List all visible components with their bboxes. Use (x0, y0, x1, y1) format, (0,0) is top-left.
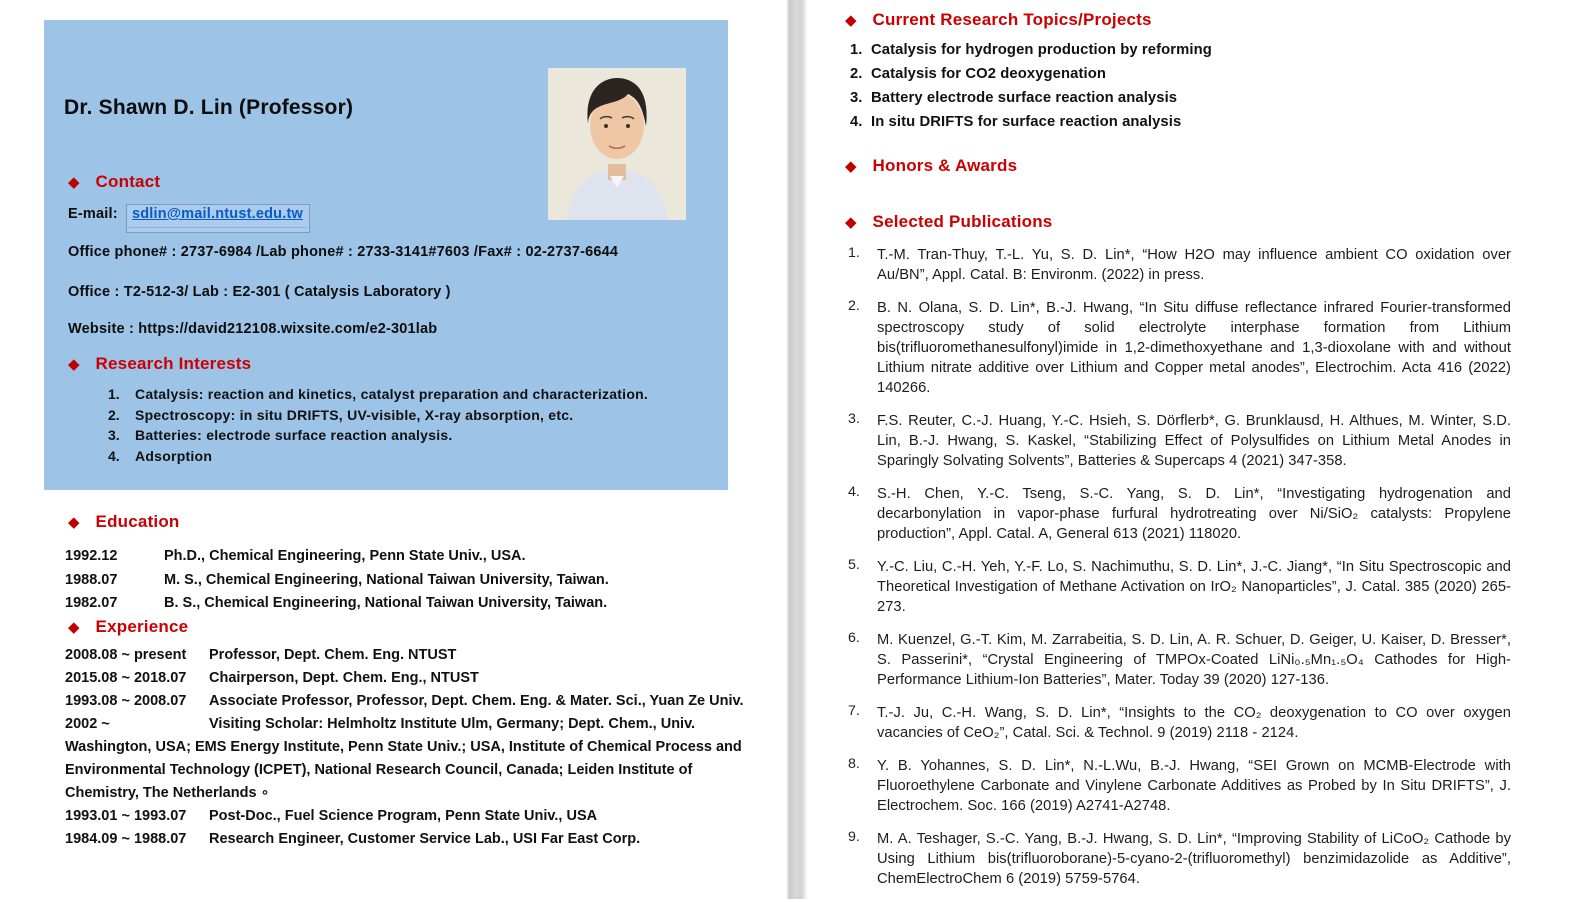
experience-desc: Visiting Scholar: Helmholtz Institute Ulm, Germany; Dept. Chem., Univ. Washington, USA; EMS Energy Institute, Penn State Univ.; USA, Institute of Chemical Process and Environmental Technology (ICPET), National Research Council, Canada; Leiden Institute of Chemistry, The Netherlands ∘ (65, 716, 742, 801)
list-item (108, 427, 648, 443)
table-row (65, 690, 745, 713)
item-text: Catalysis for hydrogen production by reforming (871, 42, 1212, 58)
experience-desc: Chairperson, Dept. Chem. Eng., NTUST (209, 670, 479, 686)
experience-desc: Associate Professor, Professor, Dept. Chem. Eng. & Mater. Sci., Yuan Ze Univ. (209, 693, 744, 709)
publication-citation: F.S. Reuter, C.-J. Huang, Y.-C. Hsieh, S. Dörflerb*, G. Brunklausd, H. Althues, M. Winter, S.D. Lin, B.-J. Hwang, S. Kaskel, “Stabilizing Effect of Polysulfides on Lithium Metal Anodes in Sparingly Solvating Solvents”, Batteries & Supercaps 4 (2021) 347-358. (877, 413, 1511, 469)
publication-citation: T.-J. Ju, C.-H. Wang, S. D. Lin*, “Insights to the CO₂ deoxygenation to CO over oxygen vacancies of CeO₂”, Catal. Sci. & Technol. 9 (2019) 2118 - 2124. (877, 705, 1511, 741)
section-header-research-interests (68, 354, 251, 374)
diamond-icon: ◆ (68, 513, 80, 531)
diamond-icon: ◆ (845, 213, 857, 231)
item-number: 5. (848, 557, 860, 573)
education-desc: Ph.D., Chemical Engineering, Penn State Univ., USA. (164, 548, 526, 564)
item-text: Batteries: electrode surface reaction analysis. (135, 427, 453, 443)
list-item (108, 448, 648, 464)
table-row (65, 828, 745, 851)
list-item (108, 407, 648, 423)
item-number: 8. (848, 756, 860, 772)
item-text: In situ DRIFTS for surface reaction analysis (871, 114, 1182, 130)
item-number: 1. (108, 386, 120, 402)
item-text: Catalysis for CO2 deoxygenation (871, 66, 1106, 82)
research-interests-header-label: Research Interests (95, 354, 252, 373)
publications-header-label: Selected Publications (872, 212, 1053, 231)
honors-header-label: Honors & Awards (872, 156, 1018, 175)
education-desc: B. S., Chemical Engineering, National Taiwan University, Taiwan. (164, 595, 608, 611)
phone-line: Office phone# : 2737-6984 /Lab phone# : 2733-3141#7603 /Fax# : 02-2737-6644 (68, 244, 619, 260)
item-number: 7. (848, 703, 860, 719)
section-header-current-research (845, 10, 1511, 30)
diamond-icon: ◆ (68, 355, 80, 373)
item-number: 4. (848, 484, 860, 500)
item-number: 9. (848, 829, 860, 845)
publication-citation: M. A. Teshager, S.-C. Yang, B.-J. Hwang, S. D. Lin*, “Improving Stability of LiCoO₂ Cathode by Using Lithium bis(trifluoroborane)-5-cyano-2-(trifluoromethyl) benzimidazolide as Additive”, ChemElectroChem 6 (2019) 5759-5764. (877, 831, 1511, 887)
publication-item (845, 484, 1511, 544)
publication-citation: Y. B. Yohannes, S. D. Lin*, N.-L.Wu, B.-J. Hwang, “SEI Grown on MCMB-Electrode with Fluoroethylene Carbonate and Vinylene Carbonate Additives as Probed by In Situ DRIFTS”, J. Electrochem. Soc. 166 (2019) A2741-A2748. (877, 758, 1511, 814)
diamond-icon: ◆ (845, 11, 857, 29)
website-line[interactable]: Website : https://david212108.wixsite.com/e2-301lab (68, 321, 438, 337)
profile-summary-panel (44, 20, 728, 490)
portrait-illustration (548, 68, 686, 220)
item-text: Spectroscopy: in situ DRIFTS, UV-visible, X-ray absorption, etc. (135, 406, 574, 423)
diamond-icon: ◆ (68, 173, 80, 191)
email-link-box[interactable] (126, 204, 310, 233)
publication-item (845, 756, 1511, 816)
education-date: 1988.07 (65, 571, 118, 588)
table-row (65, 644, 745, 667)
diamond-icon: ◆ (68, 618, 80, 636)
list-item (845, 90, 1511, 106)
education-header-label: Education (95, 512, 180, 531)
publication-citation: M. Kuenzel, G.-T. Kim, M. Zarrabeitia, S. D. Lin, A. R. Schuer, D. Geiger, U. Kaiser, D. Bresser*, S. Passerini*, “Crystal Engineering of TMPOx-Coated LiNi₀.₅Mn₁.₅O₄ Cathodes for High-Performance Lithium-Ion Batteries”, Mater. Today 39 (2020) 127-136. (877, 632, 1511, 688)
experience-date: 1993.01 ~ 1993.07 (65, 808, 187, 824)
publication-item (845, 703, 1511, 743)
professor-name: Dr. Shawn D. Lin (Professor) (64, 96, 354, 119)
item-text: Catalysis: reaction and kinetics, catalyst preparation and characterization. (135, 386, 649, 402)
item-number: 6. (848, 630, 860, 646)
item-number: 2. (848, 298, 860, 314)
email-row (68, 204, 310, 233)
item-number: 2. (108, 406, 120, 423)
education-rows (65, 548, 755, 619)
item-number: 2. (850, 66, 863, 82)
item-number: 3. (108, 427, 120, 443)
diamond-icon: ◆ (845, 157, 857, 175)
education-desc: M. S., Chemical Engineering, National Taiwan University, Taiwan. (164, 571, 609, 588)
table-row (65, 572, 755, 589)
office-line: Office : T2-512-3/ Lab : E2-301 ( Catalysis Laboratory ) (68, 284, 451, 300)
publication-item (845, 298, 1511, 398)
list-item (845, 66, 1511, 82)
table-row (65, 805, 745, 828)
section-header-honors (845, 156, 1511, 176)
table-row (65, 548, 755, 565)
table-row (65, 595, 755, 612)
list-item (845, 114, 1511, 130)
section-header-publications (845, 212, 1511, 232)
email-label: E-mail: (68, 206, 118, 222)
list-item (845, 42, 1511, 58)
email-link[interactable]: sdlin@mail.ntust.edu.tw (131, 206, 303, 222)
right-page (845, 10, 1511, 902)
publication-citation: Y.-C. Liu, C.-H. Yeh, Y.-F. Lo, S. Nachimuthu, S. D. Lin*, J.-C. Jiang*, “In Situ Spectroscopic and Theoretical Investigation of Methane Activation on IrO₂ Nanoparticles”, J. Catal. 385 (2020) 265-273. (877, 559, 1511, 615)
item-text: Battery electrode surface reaction analysis (871, 90, 1178, 106)
section-header-contact (68, 172, 160, 192)
publications-list (845, 245, 1511, 889)
research-interests-list (108, 386, 648, 468)
experience-date: 1984.09 ~ 1988.07 (65, 831, 187, 847)
education-date: 1982.07 (65, 595, 118, 611)
item-number: 1. (850, 42, 863, 58)
item-number: 4. (108, 447, 120, 464)
item-text: Adsorption (135, 447, 213, 464)
experience-date: 2015.08 ~ 2018.07 (65, 670, 187, 686)
table-row (65, 667, 745, 690)
publication-item (845, 630, 1511, 690)
profile-photo (548, 68, 686, 220)
publication-item (845, 411, 1511, 471)
publication-citation: B. N. Olana, S. D. Lin*, B.-J. Hwang, “In Situ diffuse reflectance infrared Fourier-transformed spectroscopy study of solid electrolyte interphase formation from Lithium bis(trifluoromethanesulfonyl)imide in 1,2-dimethoxyethane and 1,3-dioxolane with and without Lithium nitrate additive over Lithium and Copper metal anodes”, Electrochim. Acta 416 (2022) 140266. (877, 300, 1511, 396)
experience-date: 2002 ~ (65, 716, 110, 732)
publication-item (845, 245, 1511, 285)
section-header-experience (68, 617, 188, 637)
table-row (65, 713, 745, 805)
publication-citation: T.-M. Tran-Thuy, T.-L. Yu, S. D. Lin*, “How H2O may influence ambient CO oxidation over Au/BN”, Appl. Catal. B: Environm. (2022) in press. (877, 247, 1511, 283)
current-research-header-label: Current Research Topics/Projects (872, 10, 1152, 29)
publication-item (845, 829, 1511, 889)
contact-header-label: Contact (95, 172, 161, 191)
item-number: 3. (850, 90, 863, 106)
experience-header-label: Experience (95, 617, 189, 636)
publication-item (845, 557, 1511, 617)
experience-desc: Professor, Dept. Chem. Eng. NTUST (209, 647, 457, 663)
experience-rows (65, 644, 745, 851)
experience-desc: Research Engineer, Customer Service Lab., USI Far East Corp. (209, 831, 641, 847)
section-header-education (68, 512, 180, 532)
list-item (108, 386, 648, 402)
current-research-list (845, 42, 1511, 130)
item-number: 3. (848, 411, 860, 427)
experience-date: 2008.08 ~ present (65, 647, 187, 663)
education-date: 1992.12 (65, 548, 118, 564)
experience-date: 1993.08 ~ 2008.07 (65, 693, 187, 709)
item-number: 4. (850, 114, 863, 130)
page-divider (786, 0, 808, 899)
item-number: 1. (848, 245, 860, 261)
publication-citation: S.-H. Chen, Y.-C. Tseng, S.-C. Yang, S. D. Lin*, “Investigating hydrogenation and decarbonylation in vapor-phase furfural hydrotreating over Ni/SiO₂ catalysts: Propylene production”, Appl. Catal. A, General 613 (2021) 118020. (877, 486, 1511, 542)
experience-desc: Post-Doc., Fuel Science Program, Penn State Univ., USA (209, 808, 598, 824)
